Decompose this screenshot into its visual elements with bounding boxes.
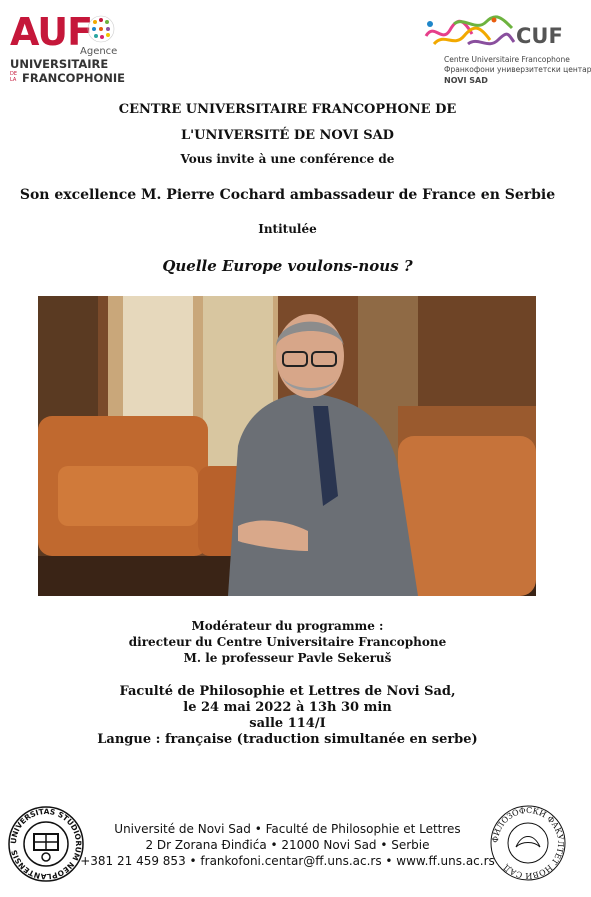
moderator-name: M. le professeur Pavle Sekeruš [183, 651, 392, 665]
cuf-name-sr: Франкофони универзитетски центар [444, 65, 591, 74]
venue-room: salle 114/I [249, 716, 326, 731]
moderator-role: directeur du Centre Universitaire Francophone [128, 635, 447, 649]
auf-acronym: AUF [10, 10, 93, 54]
organizer-line-2: L'UNIVERSITÉ DE NOVI SAD [181, 128, 394, 143]
auf-agence-label: Agence [80, 46, 118, 57]
cuf-city: NOVI SAD [444, 76, 488, 85]
svg-text:ФИЛОЗОФСКИ ФАКУЛТЕТ НОВИ САД: ФИЛОЗОФСКИ ФАКУЛТЕТ НОВИ САД [490, 805, 566, 881]
svg-text:UNIVERSITAS STUDIORUM NEOPLANT: UNIVERSITAS STUDIORUM NEOPLANTENSIS [8, 806, 84, 882]
auf-universitaire: UNIVERSITAIRE [10, 57, 109, 71]
titled-label: Intitulée [258, 222, 317, 236]
auf-francophonie: FRANCOPHONIE [22, 71, 126, 85]
invitation-intro: Vous invite à une conférence de [180, 152, 395, 166]
moderator-label: Modérateur du programme : [191, 619, 384, 633]
cuf-acronym: CUF [516, 24, 563, 48]
organizer-line-1: CENTRE UNIVERSITAIRE FRANCOPHONE DE [118, 102, 457, 117]
auf-logo [10, 10, 126, 87]
auf-de-la: DE LA [10, 71, 18, 83]
footer-institution: Université de Novi Sad • Faculté de Philosophie et Lettres [114, 822, 461, 836]
speaker-photo [38, 296, 536, 596]
venue-place: Faculté de Philosophie et Lettres de Novi Sad, [119, 684, 456, 699]
cuf-emblem-icon [424, 14, 516, 52]
footer-contact: +381 21 459 853 • frankofoni.centar@ff.uns.ac.rs • www.ff.uns.ac.rs [80, 854, 495, 868]
footer-address: 2 Dr Zorana Đinđića • 21000 Novi Sad • Serbie [145, 838, 430, 852]
cuf-logo [424, 14, 591, 89]
cuf-name-fr: Centre Universitaire Francophone [444, 55, 570, 64]
auf-dots-icon [86, 14, 116, 44]
talk-title: Quelle Europe voulons-nous ? [162, 257, 413, 275]
venue-datetime: le 24 mai 2022 à 13h 30 min [183, 700, 392, 715]
venue-language: Langue : française (traduction simultanée en serbe) [97, 732, 478, 747]
speaker-name: Son excellence M. Pierre Cochard ambassadeur de France en Serbie [19, 187, 556, 203]
